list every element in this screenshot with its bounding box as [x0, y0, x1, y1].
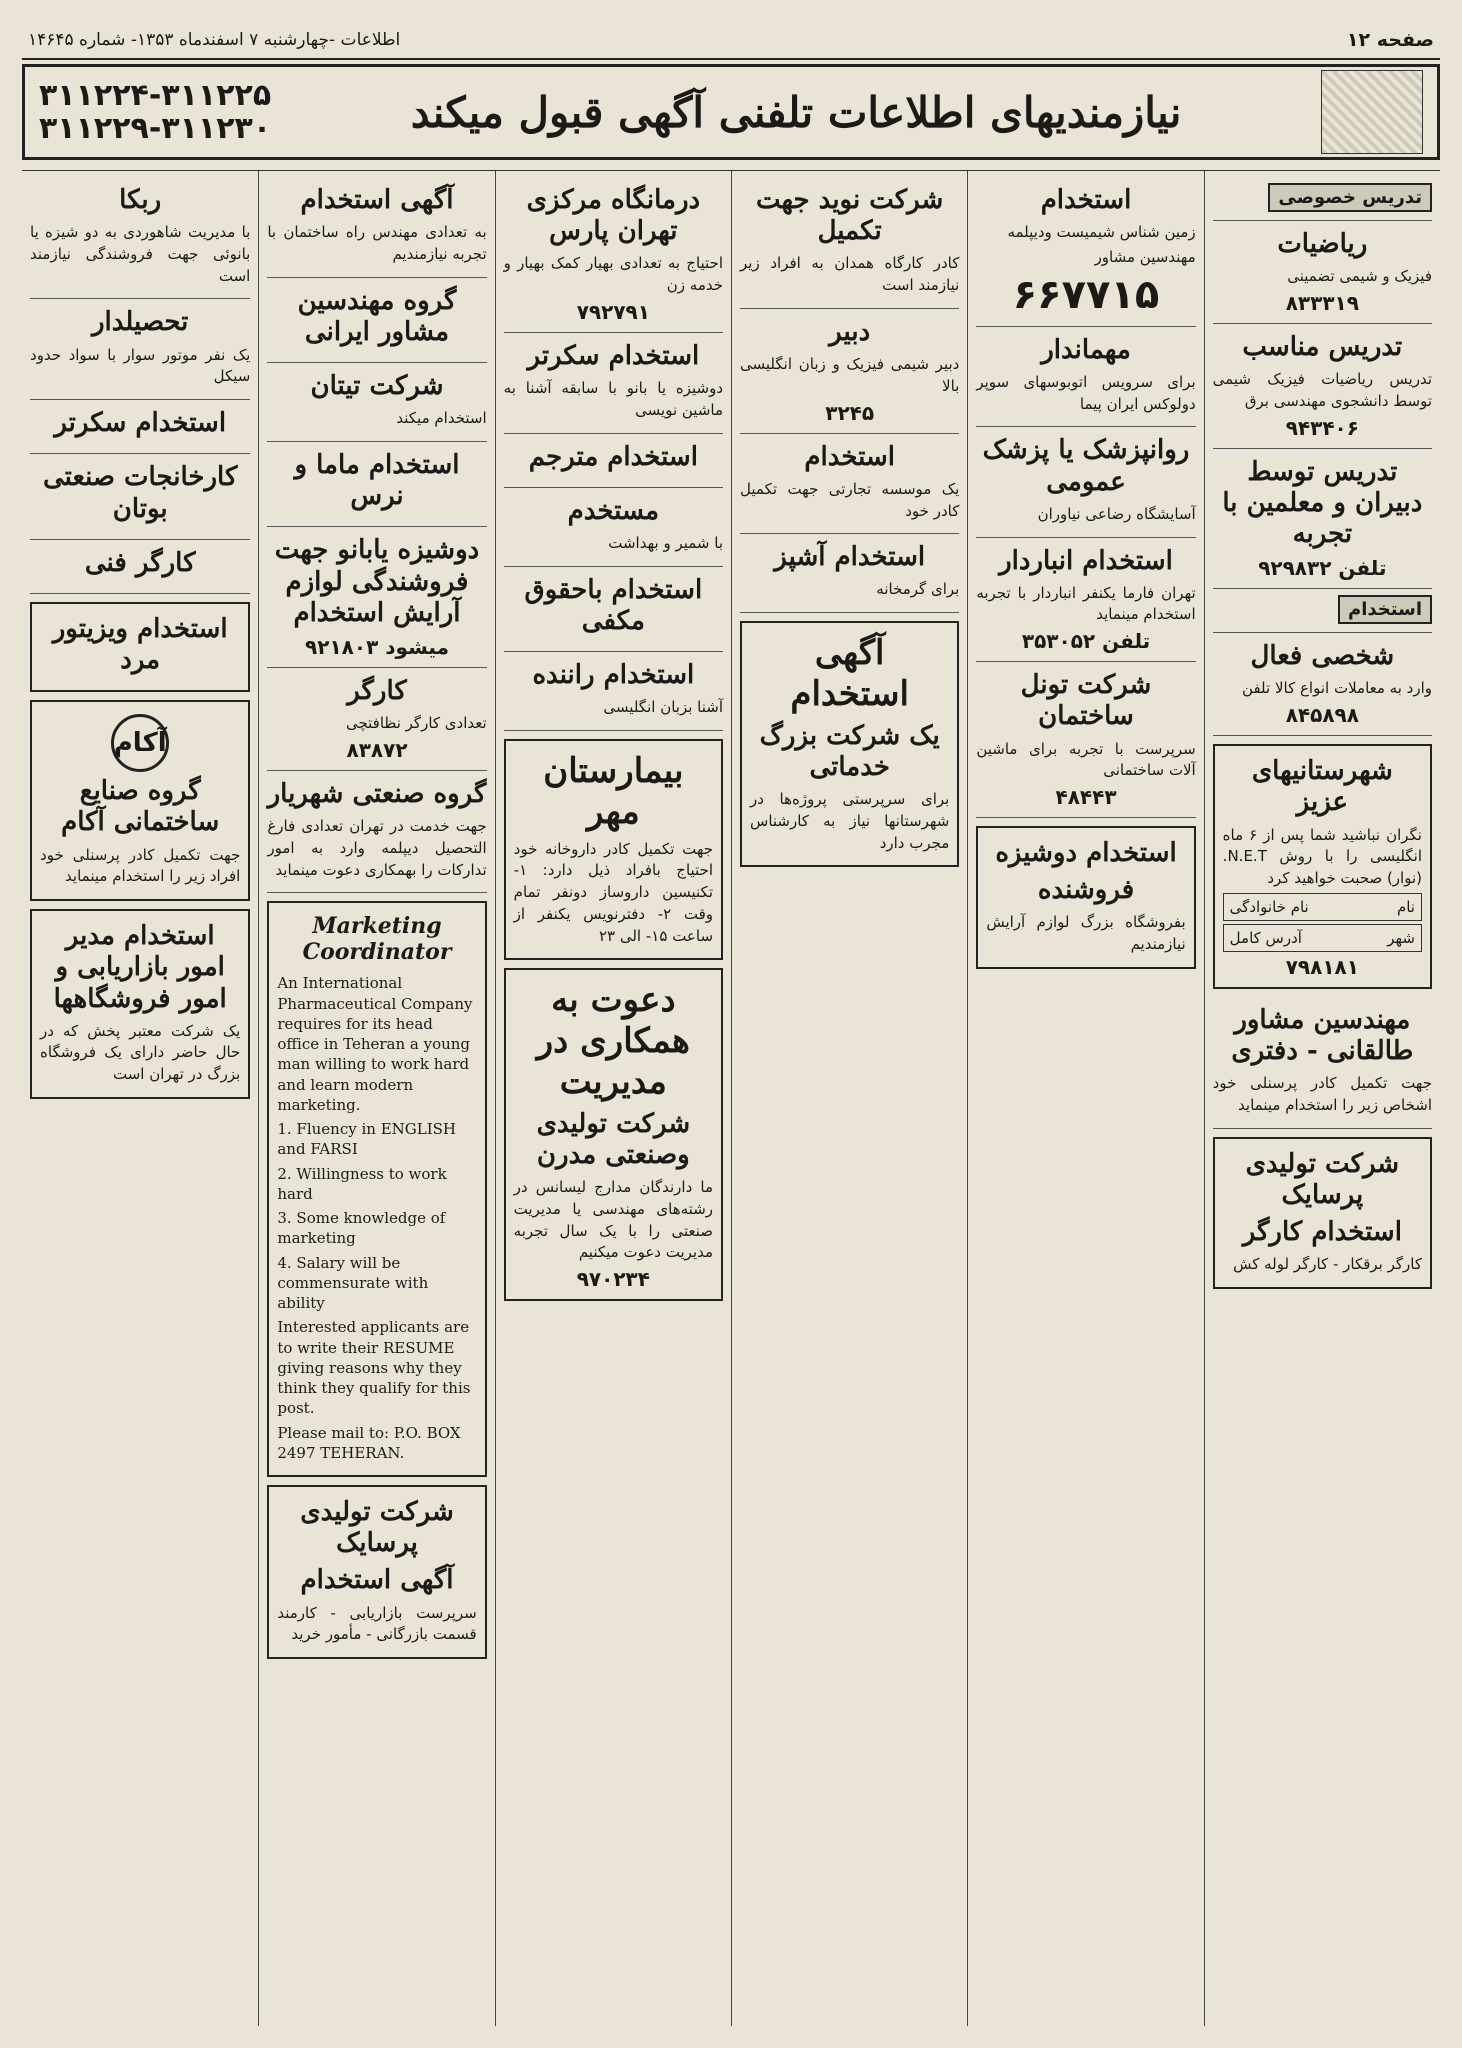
ad-body: یک شرکت معتبر پخش که در حال حاضر دارای یک فروشگاه بزرگ در تهران است	[40, 1021, 241, 1084]
ad-consultants	[267, 278, 486, 363]
classifieds-grid	[22, 170, 1440, 2026]
ad-body: فیزیک و شیمی تضمینی	[1287, 267, 1432, 286]
ad-heading: تدریس مناسب	[1242, 331, 1403, 362]
ad-heading: مهماندار	[1041, 334, 1131, 365]
ad-heading: دبیر	[829, 316, 871, 347]
form-row-name	[1223, 893, 1422, 921]
requirement-item: 3. Some knowledge of marketing	[277, 1209, 446, 1248]
ad-akam	[30, 700, 250, 901]
ad-heading: آگهی استخدام	[300, 185, 454, 215]
section-tag: تدریس خصوصی	[1268, 183, 1432, 212]
ad-heading: کارگر	[347, 675, 407, 706]
ad-trading-company	[740, 434, 959, 535]
masthead	[22, 22, 1440, 60]
ad-heading: تدریس توسط دبیران و معلمین با تجربه	[1222, 456, 1423, 549]
ad-heading: ربکا	[119, 185, 162, 215]
ad-midwife	[267, 442, 486, 527]
form-label-family: نام خانوادگی	[1229, 897, 1309, 916]
ad-mehr-hospital	[504, 739, 723, 960]
ad-rebecca	[30, 177, 250, 299]
ad-body: کارگر برقکار - کارگر لوله کش	[1233, 1255, 1422, 1274]
requirement-item: 2. Willingness to work hard	[277, 1164, 447, 1203]
ad-heading: شرکت تولیدی پرسایک	[1245, 1148, 1400, 1210]
ad-heading: دوشیزه یابانو جهت فروشندگی لوازم آرایش استخدام	[274, 535, 480, 628]
ad-body: تعدادی کارگر نظافتچی	[345, 714, 487, 733]
ad-heading: استخدام	[804, 441, 895, 472]
ad-geologist	[976, 177, 1195, 327]
classifieds-banner	[22, 64, 1440, 160]
ad-body: مهندسین مشاور	[1094, 247, 1196, 266]
ad-heading: ریاضیات	[1277, 229, 1368, 259]
ad-phone: ۷۹۲۷۹۱	[576, 299, 650, 324]
ad-host	[976, 327, 1195, 428]
ad-math	[1213, 221, 1432, 324]
ad-intro: An International Pharmaceutical Company requires for its head office in Teheran a young man willing to work hard and learn modern marketing.	[277, 974, 473, 1114]
ad-heading: استخدام مترجم	[528, 441, 698, 472]
banner-phones-top: ۳۱۱۲۲۴-۳۱۱۲۲۵	[39, 78, 272, 113]
ad-saleswoman	[976, 826, 1195, 969]
ad-body: جهت تکمیل کادر پرسنلی خود افراد زیر را استخدام مینماید	[40, 845, 241, 886]
ad-heading: آگهی استخدام	[790, 633, 909, 714]
requirement-item: 1. Fluency in ENGLISH and FARSI	[277, 1120, 456, 1159]
ad-heading: شرکت تیتان	[310, 371, 444, 402]
ad-heading: مهندسین مشاور طالقانی - دفتری	[1231, 1004, 1414, 1066]
ad-technical-worker	[30, 540, 250, 594]
ad-heading: استخدام	[1040, 185, 1132, 215]
ad-closing: Interested applicants are to write their RESUME giving reasons why they think they qualify for this post.	[277, 1318, 471, 1418]
ad-body: با شمیر و بهداشت	[608, 533, 724, 552]
ad-phone: ۸۴۵۸۹۸	[1285, 703, 1359, 728]
ad-employee	[504, 488, 723, 567]
ad-subheading: یک شرکت بزرگ خدماتی	[759, 720, 940, 782]
ad-heading: مستخدم	[567, 495, 660, 526]
issue-line: اطلاعات -چهارشنبه ۷ اسفندماه ۱۳۵۳- شماره ۱۴۶۴۵	[28, 30, 401, 50]
ad-phone: میشود ۹۲۱۸۰۳	[305, 634, 449, 659]
ad-marketing-coordinator	[267, 901, 486, 1477]
section-tag: استخدام	[1338, 595, 1432, 624]
ad-road-engineer	[267, 177, 486, 278]
ad-navid	[740, 177, 959, 309]
ad-heading: روانپزشک یا پزشک عمومی	[982, 435, 1190, 497]
ad-body: برای گرمخانه	[876, 580, 960, 599]
banner-phones	[39, 79, 271, 145]
ad-subheading: فروشنده	[1037, 875, 1135, 906]
ad-phone: ۳۲۴۵	[825, 400, 875, 425]
ad-heading: گروه مهندسین مشاور ایرانی	[297, 285, 457, 347]
ad-heading: بیمارستان مهر	[543, 751, 684, 832]
ad-body: دبیر شیمی فیزیک و زبان انگلیسی بالا	[740, 355, 960, 395]
ad-teacher	[740, 309, 959, 434]
ad-heading: شهرستانیهای عزیز	[1251, 756, 1393, 818]
ad-subheading: استخدام کارگر	[1242, 1217, 1402, 1247]
ad-phone: ۹۴۳۴۰۶	[1285, 415, 1359, 440]
ad-titan	[267, 363, 486, 442]
ad-heading: شرکت نوید جهت تکمیل	[756, 185, 944, 247]
ad-body: جهت خدمت در تهران تعدادی فارغ التحصیل دیپلمه وارد به امور تدارکات را بهمکاری دعوت مینماید	[267, 817, 487, 879]
ad-heading: کارگر فنی	[84, 547, 196, 578]
ad-parsaik	[267, 1485, 486, 1659]
ad-parsaik-workers	[1213, 1137, 1432, 1289]
ad-body: تهران فارما یکنفر انباردار با تجربه استخدام مینماید	[976, 583, 1196, 624]
ad-body: سرپرست بازاریابی - کارمند قسمت بازرگانی - مأمور خرید	[277, 1603, 477, 1644]
form-label-name: نام	[1396, 897, 1415, 916]
ad-salary	[504, 567, 723, 652]
ad-teachers	[1213, 449, 1432, 590]
form-row-address	[1223, 924, 1422, 952]
ad-psychiatrist	[976, 427, 1195, 537]
ad-heading: استخدام سکرتر	[54, 408, 227, 439]
ad-suitable-tutoring	[1213, 324, 1432, 449]
ad-body: برای سرپرستی پروژه‌ها در شهرستانها نیاز به کارشناس مجرب دارد	[750, 790, 950, 852]
ad-worker	[267, 668, 486, 771]
form-label-address: آدرس کامل	[1229, 928, 1302, 947]
ad-management-invitation	[504, 968, 723, 1301]
ad-phone: ۶۶۷۷۱۵	[1012, 271, 1160, 318]
ad-body: جهت تکمیل کادر پرسنلی خود اشخاص زیر را استخدام مینماید	[1212, 1074, 1432, 1114]
ad-body: تدریس ریاضیات فیزیک شیمی توسط دانشجوی مهندسی برق	[1212, 370, 1432, 410]
ad-body: بفروشگاه بزرگ لوازم آرایش نیازمندیم	[986, 913, 1186, 954]
form-label-city: شهر	[1387, 928, 1415, 947]
ad-body: کادر کارگاه همدان به افراد زیر نیازمند است	[740, 254, 960, 295]
ad-heading: استخدام سکرتر	[527, 340, 700, 371]
ad-tunnel	[976, 662, 1195, 818]
ad-subheading: زمین شناس شیمیست ودیپلمه	[1007, 223, 1196, 242]
ad-heading: استخدام مدیر امور بازاریابی و امور فروشگاهها	[53, 921, 227, 1014]
ad-phone: ۴۸۴۴۳	[1055, 785, 1117, 810]
column-3	[731, 171, 967, 2026]
banner-phones-bottom: ۳۱۱۲۲۹-۳۱۱۲۳۰	[39, 111, 272, 146]
ad-subheading: شرکت تولیدی وصنعتی مدرن	[536, 1108, 691, 1170]
column-5	[258, 171, 494, 2026]
ad-taleghani	[1213, 997, 1432, 1129]
ad-body: آسایشگاه رضاعی نیاوران	[1037, 504, 1196, 523]
ad-body: احتیاج به تعدادی بهیار کمک بهیار و خدمه زن	[503, 254, 724, 295]
ad-phone: ۸۳۸۷۲	[346, 737, 408, 762]
ad-secretary-2	[30, 400, 250, 454]
page-number: صفحه ۱۲	[1346, 29, 1434, 51]
ad-service-company	[740, 621, 959, 867]
ad-clinic	[504, 177, 723, 333]
ad-body: آشنا بزبان انگلیسی	[603, 698, 724, 717]
ad-tutoring-tag	[1213, 177, 1432, 221]
ad-net-english	[1213, 744, 1432, 989]
ad-heading: استخدام باحقوق مکفی	[524, 574, 703, 636]
ad-mail-address: Please mail to: P.O. BOX 2497 TEHERAN.	[277, 1423, 461, 1462]
ad-butane	[30, 454, 250, 539]
ad-body: وارد به معاملات انواع کالا تلفن	[1242, 679, 1432, 698]
ad-active-person	[1213, 633, 1432, 736]
ad-collector	[30, 299, 250, 400]
ad-body: با مدیریت شاهوردی به دو شیزه یا بانوئی جهت فروشندگی نیازمند است	[30, 223, 251, 285]
ad-heading: کارخانجات صنعتی بوتان	[43, 462, 238, 524]
ad-heading: Marketing Coordinator	[302, 913, 452, 966]
ad-heading: استخدام ماما و نرس	[294, 450, 460, 512]
ad-visitor	[30, 602, 250, 692]
ad-body: یک موسسه تجارتی جهت تکمیل کادر خود	[740, 479, 960, 520]
ad-shahriar	[267, 771, 486, 893]
banner-title: نیازمندیهای اطلاعات تلفنی آگهی قبول میکند	[410, 87, 1182, 137]
column-6	[22, 171, 258, 2026]
ad-heading: شخصی فعال	[1250, 641, 1395, 672]
ad-body: نگران نباشید شما پس از ۶ ماه انگلیسی را با روش N.E.T. (نوار) صحبت خواهید کرد	[1222, 825, 1422, 887]
ad-body: ما دارندگان مدارج لیسانس در رشته‌های مهندسی یا مدیریت صنعتی را با یک سال تجربه مدیریت دعوت میکنیم	[513, 1178, 714, 1262]
ad-translator	[504, 434, 723, 488]
ad-body: دوشیزه یا بانو با سابقه آشنا به ماشین نویسی	[503, 379, 724, 419]
ad-cook	[740, 534, 959, 613]
ad-subheading: آگهی استخدام	[300, 1565, 454, 1596]
ad-heading: استخدام انباردار	[999, 545, 1173, 576]
column-4	[495, 171, 731, 2026]
ad-phone: ۸۳۳۳۱۹	[1285, 290, 1359, 315]
ad-heading: شرکت تولیدی پرسایک	[300, 1497, 454, 1559]
requirement-item: 4. Salary will be commensurate with ability	[277, 1253, 429, 1313]
family-illustration	[1321, 70, 1423, 154]
column-2	[967, 171, 1203, 2026]
ad-heading: شرکت تونل ساختمان	[1020, 670, 1152, 732]
ad-heading: درمانگاه مرکزی تهران پارس	[526, 185, 701, 247]
ad-phone: تلفن ۹۲۹۸۳۲	[1258, 556, 1387, 581]
ad-phone: ۷۹۸۱۸۱	[1285, 954, 1359, 979]
ad-heading: گروه صنعتی شهریار	[267, 778, 487, 809]
ad-employment-tag	[1213, 589, 1432, 633]
column-1	[1204, 171, 1440, 2026]
ad-heading: استخدام دوشیزه	[995, 838, 1177, 869]
ad-driver	[504, 652, 723, 731]
ad-marketing-manager	[30, 909, 250, 1099]
ad-warehouse	[976, 538, 1195, 663]
ad-cosmetics	[267, 527, 486, 668]
ad-secretary	[504, 333, 723, 434]
ad-body: یک نفر موتور سوار با سواد حدود سیکل	[30, 345, 251, 386]
ad-phone: تلفن ۳۵۳۰۵۲	[1021, 629, 1151, 654]
ad-body: جهت تکمیل کادر داروخانه خود احتیاج بافراد ذیل دارد: ۱- تکنیسین داروساز دونفر تمام وقت ۲- دفترنویس یکنفر از ساعت ۱۵- الی ۲۳	[513, 839, 714, 945]
ad-heading: گروه صنایع ساختمانی آکام	[61, 776, 220, 838]
ad-heading: استخدام آشپز	[774, 542, 926, 573]
ad-body: سرپرست با تجربه برای ماشین آلات ساختمانی	[976, 739, 1196, 780]
ad-body: به تعدادی مهندس راه ساختمان با تجربه نیازمندیم	[267, 223, 487, 263]
ad-heading: تحصیلدار	[91, 307, 189, 338]
ad-body: برای سرویس اتوبوسهای سوپر دولوکس ایران پیما	[976, 372, 1196, 413]
ad-subheading: استخدام میکند	[396, 409, 487, 428]
ad-heading: دعوت به همکاری در مدیریت	[536, 980, 690, 1102]
ad-phone: ۹۷۰۲۳۴	[576, 1267, 650, 1292]
ad-heading: استخدام ویزیتور مرد	[52, 613, 228, 676]
akam-logo-icon: آکام	[111, 714, 169, 772]
ad-heading: استخدام راننده	[532, 660, 695, 691]
